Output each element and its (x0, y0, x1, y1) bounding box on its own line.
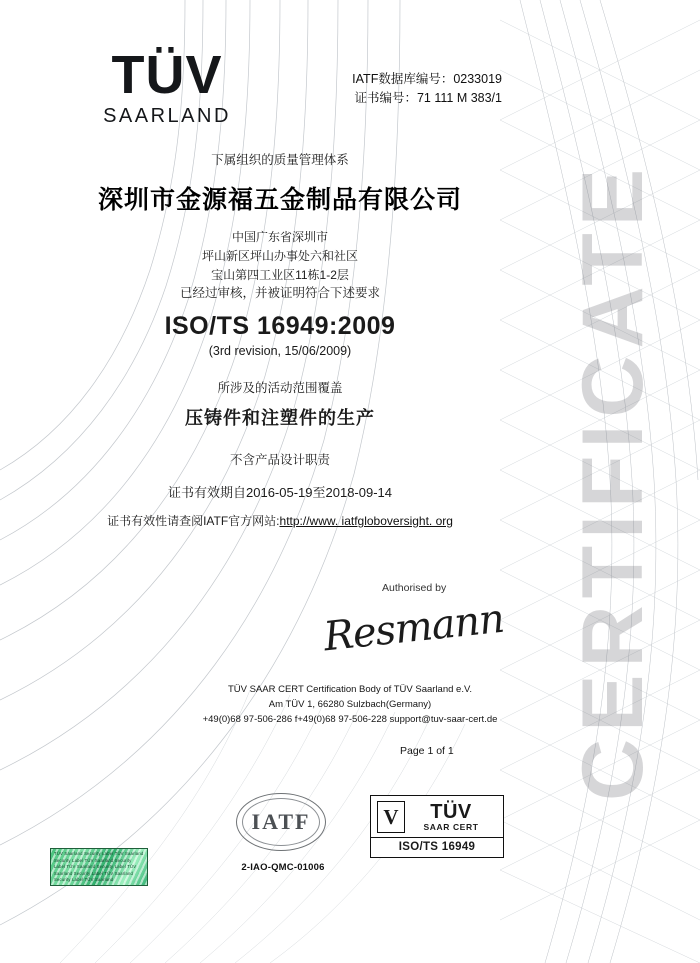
iatf-verification-link[interactable]: http://www. iatfgloboversight. org (279, 514, 453, 528)
verification-prefix: 证书有效性请查阅IATF官方网站: (107, 514, 280, 528)
address-line-1: 中国广东省深圳市 (231, 230, 328, 244)
tuv-mark-top (371, 796, 503, 838)
tuv-mark-standard: ISO/TS 16949 (398, 841, 476, 853)
address-line-3: 宝山第四工业区11栋1-2层 (211, 268, 349, 283)
scope-intro-line: 下属组织的质量管理体系 (211, 153, 349, 167)
activity-scope-value: 压铸件和注塑件的生产 (185, 408, 375, 428)
issuer-line-2: Am TÜV 1, 66280 Sulzbach(Germany) (268, 699, 432, 711)
certificate-number: 证书编号：71 111 M 383/1 (354, 91, 502, 106)
hologram-security-label: TÜV Saarland Security Label TÜV Saarland Security Label TÜV Saarland Security Label TÜV Saarland Security Label TÜV Saarland Security Label TÜV Saarland Security Label TÜV Saarland (50, 848, 148, 886)
scope-exclusion: 不含产品设计职责 (229, 453, 330, 467)
tuv-mark-names (405, 802, 497, 832)
tuv-mark-name-line2: SAAR CERT (423, 822, 479, 833)
certificate-header-meta (352, 70, 502, 109)
tuv-saar-cert-mark (370, 795, 504, 858)
page-number: Page 1 of 1 (400, 745, 454, 757)
activity-scope-label: 所涉及的活动范围覆盖 (217, 381, 343, 395)
iatf-code: 2-IAO-QMC-01006 (241, 862, 325, 873)
tuv-logo-subtitle: SAARLAND (103, 105, 231, 127)
address-line-2: 坪山新区坪山办事处六和社区 (201, 249, 358, 264)
tuv-v-mark-icon: V (377, 801, 405, 833)
issuer-line-1: TÜV SAAR CERT Certification Body of TÜV Saarland e.V. (227, 684, 473, 695)
validity-period: 证书有效期自2016-05-19至2018-09-14 (168, 485, 392, 500)
tuv-saarland-logo (72, 45, 262, 127)
tuv-mark-name-line1: TÜV (430, 801, 472, 824)
iatf-database-number: IATF数据库编号：0233019 (352, 72, 502, 86)
verification-note (60, 512, 500, 529)
issuer-line-3: +49(0)68 97-506-286 f+49(0)68 97-506-228 support@tuv-saar-cert.de (202, 714, 498, 726)
issuer-details (190, 682, 510, 728)
standard-name: ISO/TS 16949:2009 (164, 312, 396, 340)
company-address (60, 228, 500, 286)
signature: Resmann (321, 595, 506, 661)
company-name: 深圳市金源福五金制品有限公司 (97, 186, 462, 214)
authorised-by-label: Authorised by (382, 582, 447, 594)
watermark-text: CERTIFICATE (565, 161, 661, 802)
audit-statement: 已经过审核，并被证明符合下述要求 (179, 286, 380, 300)
tuv-logo-mark: TÜV (111, 45, 223, 105)
standard-revision: (3rd revision, 15/06/2009) (208, 344, 352, 358)
iatf-seal-icon (236, 793, 326, 851)
iatf-seal-label: IATF (251, 809, 311, 834)
